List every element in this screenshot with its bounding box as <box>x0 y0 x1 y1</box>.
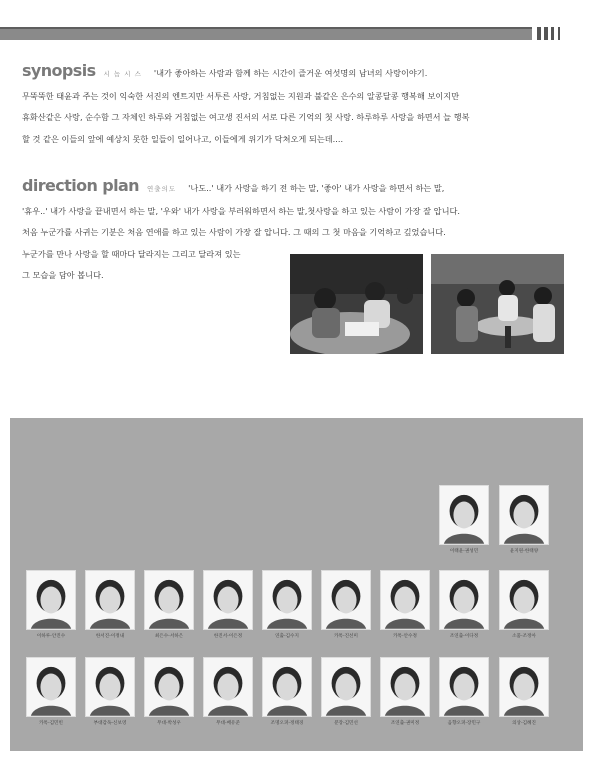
cast-caption: 의상-김혜진 <box>512 721 536 726</box>
portrait-photo <box>439 485 489 545</box>
cast-caption: 분장-김민선 <box>334 721 358 726</box>
direction-subtitle: 연출의도 <box>146 185 177 193</box>
cast-card <box>262 570 312 640</box>
synopsis-subtitle: 시 놉 시 스 <box>103 70 142 78</box>
cast-card <box>203 570 253 640</box>
cast-card <box>439 485 489 555</box>
cast-caption: 연출-김수지 <box>275 634 299 639</box>
synopsis-line: 무뚝뚝한 태윤과 주는 것이 익숙한 서진의 엔트지만 서투른 사랑, 거침없는 지원과 불같은 은수의 알콩달콩 행복해 보이지만 <box>22 90 460 101</box>
portrait-photo <box>26 657 76 717</box>
cast-caption: 이하루-안진수 <box>36 634 66 639</box>
portrait-photo <box>85 570 135 630</box>
synopsis-line: 할 것 같은 이들의 앞에 예상치 못한 일들이 일어나고, 이들에게 위기가 닥쳐오게 되는데.... <box>22 133 344 144</box>
cast-card <box>262 657 312 727</box>
cast-card <box>203 657 253 727</box>
portrait-photo <box>321 657 371 717</box>
portrait-photo <box>85 657 135 717</box>
cast-caption: 한서진-이정내 <box>95 634 125 639</box>
cast-card <box>321 570 371 640</box>
cast-caption: 무대-배유준 <box>216 721 240 726</box>
direction-line: 그 모습을 담아 봅니다. <box>22 270 104 280</box>
cast-card <box>380 570 430 640</box>
direction-line <box>22 175 570 201</box>
cast-caption: 부대감독-신보영 <box>93 721 127 726</box>
portrait-photo <box>499 485 549 545</box>
portrait-photo <box>439 657 489 717</box>
direction-line: '휴우..' 내가 사랑을 끝내면서 하는 말, '우와' 내가 사랑을 부러워하면서 하는 말,첫사랑을 하고 있는 사람이 가장 잘 압니다. <box>22 205 460 216</box>
header-bar <box>0 27 532 40</box>
cast-caption: 소품-조정아 <box>512 634 536 639</box>
cast-card <box>85 657 135 727</box>
header-bar-mark <box>551 27 554 40</box>
direction-line: 누군가를 만나 사랑을 할 때마다 달라지는 그리고 달라져 있는 <box>22 248 241 259</box>
synopsis-title: synopsis <box>22 61 96 80</box>
cast-caption: 조연출-권미정 <box>390 721 420 726</box>
portrait-photo <box>144 657 194 717</box>
synopsis-line <box>22 60 570 86</box>
portrait-photo <box>321 570 371 630</box>
portrait-photo <box>203 570 253 630</box>
cast-caption: 카톡-김민빈 <box>39 721 63 726</box>
direction-text: '나도..' 내가 사랑을 하기 전 하는 말, '좋아' 내가 사랑을 하면서 하는 말, <box>188 183 445 193</box>
cast-card <box>499 570 549 640</box>
cast-caption: 한진서-이은정 <box>213 634 243 639</box>
portrait-photo <box>26 570 76 630</box>
cast-caption: 카톡-진선미 <box>334 634 358 639</box>
cast-card <box>321 657 371 727</box>
cast-caption: 조명오퍼-정태경 <box>270 721 304 726</box>
cast-card <box>144 570 194 640</box>
rehearsal-photo-1 <box>290 254 423 354</box>
cast-card <box>26 570 76 640</box>
cast-card <box>144 657 194 727</box>
cast-caption: 카톡-안수정 <box>393 634 417 639</box>
header-bar-mark <box>537 27 541 40</box>
cast-card <box>439 570 489 640</box>
rehearsal-photo-2 <box>431 254 564 354</box>
portrait-photo <box>262 657 312 717</box>
cast-card <box>499 485 549 555</box>
portrait-photo <box>499 657 549 717</box>
portrait-photo <box>380 657 430 717</box>
portrait-photo <box>380 570 430 630</box>
cast-card <box>85 570 135 640</box>
synopsis-line: 휴화산같은 사랑, 순수함 그 자체인 하루와 거침없는 여고생 진서의 서로 다른 기억의 첫 사랑. 하루하루 사랑을 하면서 늘 행복 <box>22 112 470 122</box>
cast-caption: 최은수-서하은 <box>154 634 184 639</box>
cast-card <box>499 657 549 727</box>
cast-card <box>26 657 76 727</box>
portrait-photo <box>144 570 194 630</box>
cast-caption: 음향오퍼-장민구 <box>447 721 481 726</box>
portrait-photo <box>499 570 549 630</box>
cast-card <box>439 657 489 727</box>
portrait-photo <box>262 570 312 630</box>
cast-card <box>380 657 430 727</box>
header-bar-mark <box>544 27 548 40</box>
cast-caption: 조연출-이다정 <box>449 634 479 639</box>
portrait-photo <box>439 570 489 630</box>
cast-caption: 무대-박성우 <box>157 721 181 726</box>
direction-line: 처음 누군가를 사귀는 기분은 처음 연애를 하고 있는 사람이 가장 잘 압니다. 그 때의 그 첫 마음을 기억하고 깊었습니다. <box>22 227 446 237</box>
direction-title: direction plan <box>22 176 139 195</box>
cast-caption: 윤지원-한태양 <box>509 549 539 554</box>
synopsis-section <box>22 60 570 150</box>
synopsis-text: '내가 좋아하는 사람과 함께 하는 시간이 즐거운 여섯명의 남녀의 사랑이야기. <box>153 68 428 78</box>
portrait-photo <box>203 657 253 717</box>
cast-caption: 이태윤-권성민 <box>449 549 479 554</box>
header-bar-mark <box>558 27 560 40</box>
